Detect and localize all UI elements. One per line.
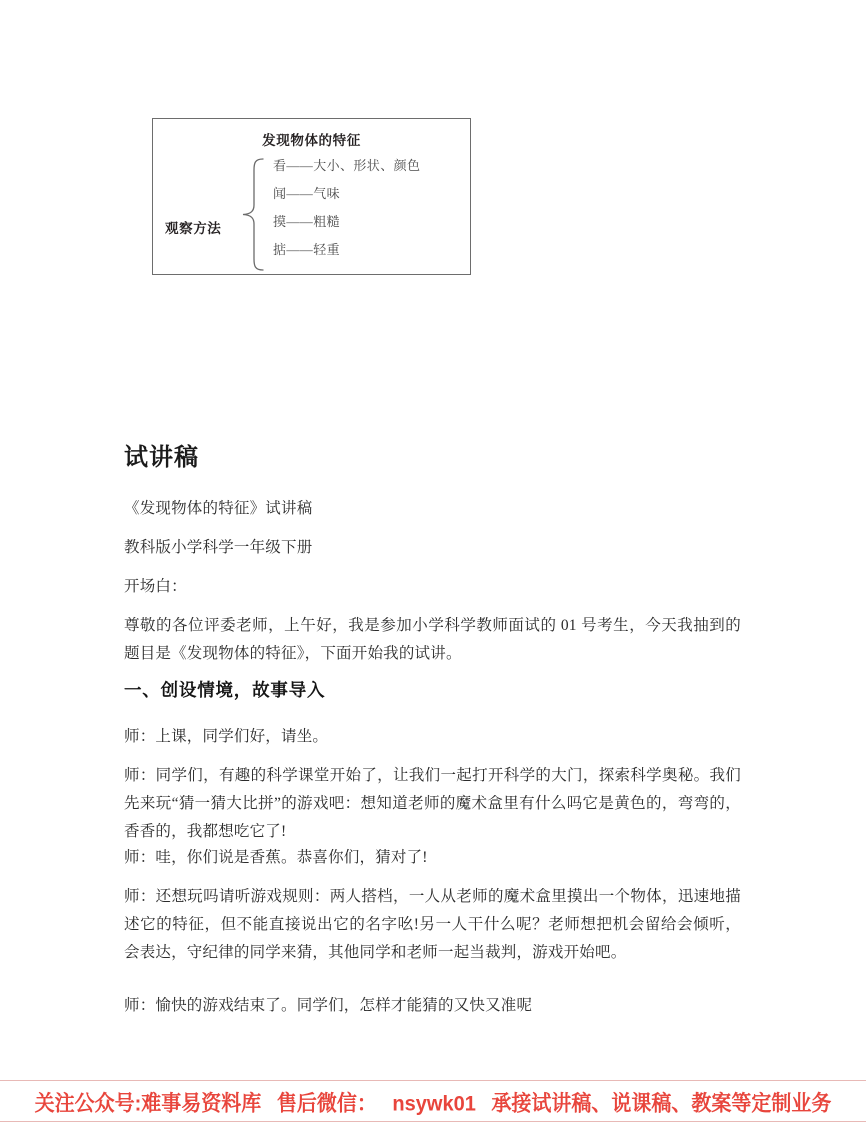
promo-wechat-label: 售后微信：	[276, 1091, 377, 1116]
dialogue-line: 师：同学们，有趣的科学课堂开始了，让我们一起打开科学的大门，探索科学奥秘。我们先来玩“猜一猜大比拼”的游戏吧：想知道老师的魔术盒里有什么吗它是黄色的，弯弯的，香香的，我都想吃它了!	[124, 766, 741, 840]
promo-footer-banner	[0, 1080, 866, 1122]
opening-paragraph: 尊敬的各位评委老师，上午好，我是参加小学科学教师面试的 01 号考生，今天我抽到的题目是《发现物体的特征》，下面开始我的试讲。	[124, 616, 741, 662]
document-subtitle: 《发现物体的特征》试讲稿	[124, 499, 313, 517]
opening-label: 开场白：	[124, 577, 187, 595]
branch-item: 掂——轻重	[273, 242, 341, 257]
dialogue-line: 师：还想玩吗请听游戏规则：两人搭档，一人从老师的魔术盒里摸出一个物体，迅速地描述它的特征，但不能直接说出它的名字吆!另一人干什么呢？老师想把机会留给会倾听，会表达，守纪律的同学来猜，其他同学和老师一起当裁判，游戏开始吧。	[124, 887, 741, 961]
curly-brace-icon	[241, 157, 265, 272]
diagram-left-label: 观察方法	[165, 221, 222, 236]
branch-item: 看——大小、形状、颜色	[273, 158, 421, 173]
branch-item: 摸——粗糙	[273, 214, 341, 229]
page-title: 试讲稿	[124, 445, 199, 472]
dialogue-line: 师：哇，你们说是香蕉。恭喜你们，猜对了!	[124, 848, 428, 866]
dialogue-line: 师：愉快的游戏结束了。同学们，怎样才能猜的又快又准呢	[124, 996, 533, 1014]
promo-wechat-id: nsywk01	[392, 1091, 476, 1116]
promo-services: 承接试讲稿、说课稿、教案等定制业务	[491, 1091, 832, 1116]
document-edition: 教科版小学科学一年级下册	[124, 538, 313, 556]
diagram-branch-list	[273, 152, 463, 264]
diagram-title: 发现物体的特征	[262, 133, 361, 148]
promo-footer-text	[35, 1085, 832, 1116]
observation-method-diagram	[152, 118, 471, 275]
dialogue-line: 师：上课，同学们好，请坐。	[124, 727, 329, 745]
branch-item: 闻——气味	[273, 186, 341, 201]
promo-account-name: 关注公众号:难事易资料库	[34, 1091, 262, 1116]
section-heading-1: 一、创设情境，故事导入	[124, 679, 326, 700]
